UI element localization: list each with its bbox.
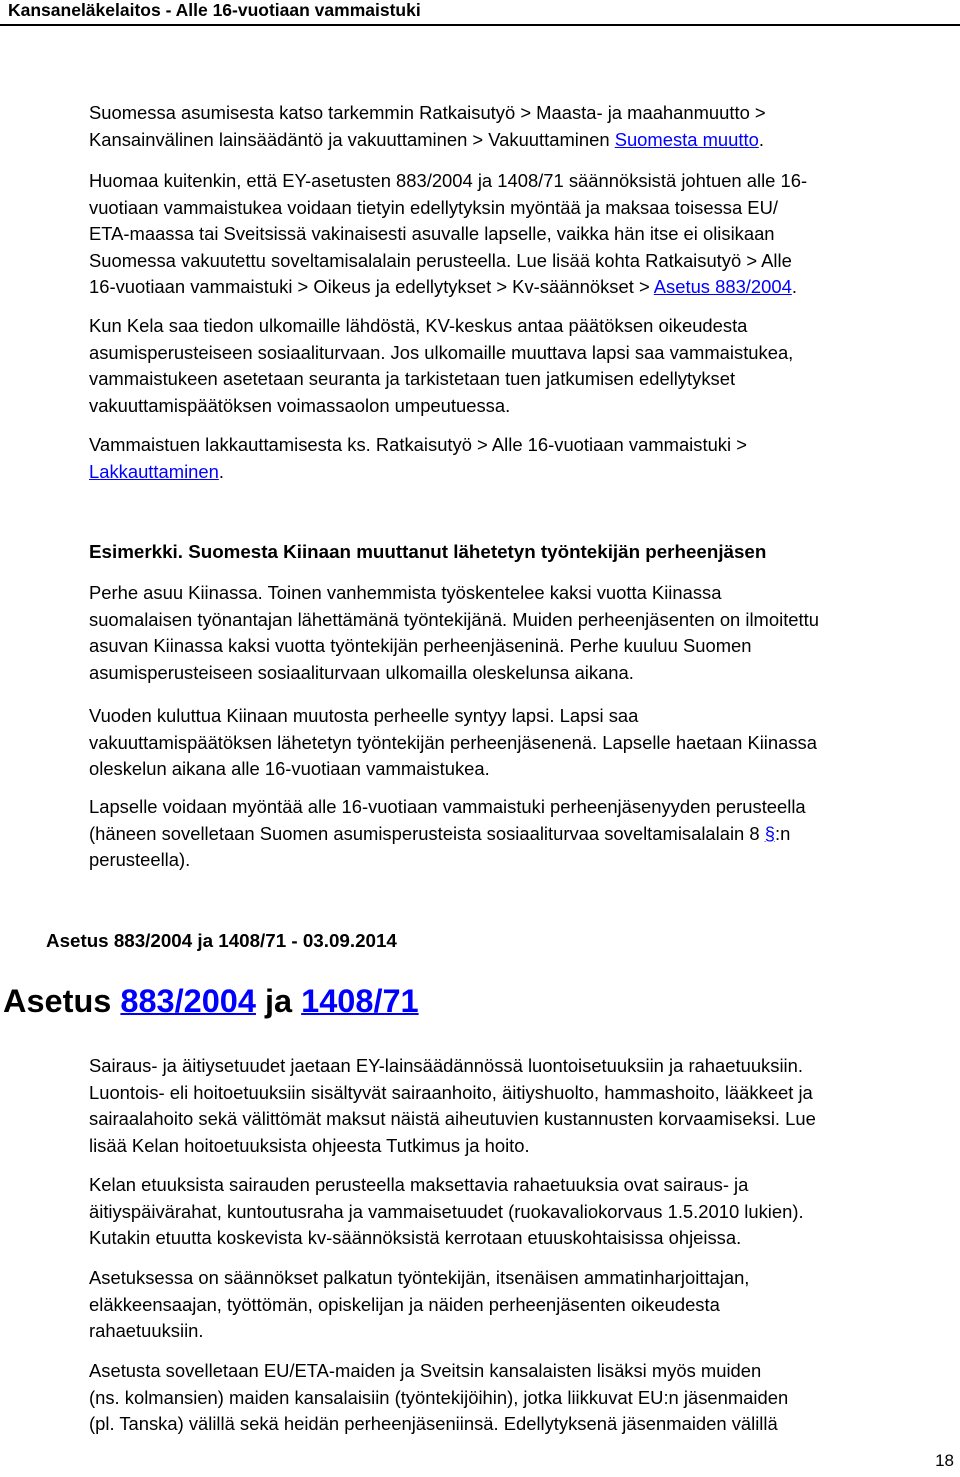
text-line: Perhe asuu Kiinassa. Toinen vanhemmista työskentelee kaksi vuotta Kiinassa xyxy=(89,582,722,603)
text-line: Sairaus- ja äitiysetuudet jaetaan EY-lainsäädännössä luontoisetuuksiin ja rahaetuuksiin. xyxy=(89,1055,803,1076)
text-line: Huomaa kuitenkin, että EY-asetusten 883/2004 ja 1408/71 säännöksistä johtuen alle 16- xyxy=(89,170,808,191)
link-asetus-883-2004[interactable]: Asetus 883/2004 xyxy=(653,276,792,297)
link-883-2004[interactable]: 883/2004 xyxy=(120,983,256,1019)
example-paragraph-2 xyxy=(89,703,957,783)
example-paragraph-1 xyxy=(89,580,957,686)
text-line: eläkkeensaajan, työttömän, opiskelijan ja näiden perheenjäsenten oikeudesta xyxy=(89,1293,720,1315)
text-line xyxy=(89,459,957,486)
paragraph-asuminen xyxy=(89,100,957,153)
paragraph-lakkauttaminen xyxy=(89,432,957,485)
text-line: (ns. kolmansien) maiden kansalaisiin (työntekijöihin), jotka liikkuvat EU:n jäsenmaiden xyxy=(89,1386,789,1408)
text-line: ETA-maassa tai Sveitsissä vakinaisesti asuvalle lapselle, vaikka hän itse ei olisikaan xyxy=(89,223,775,244)
example-title: Esimerkki. Suomesta Kiinaan muuttanut lähetetyn työntekijän perheenjäsen xyxy=(89,541,767,562)
section-paragraph-1 xyxy=(89,1053,957,1159)
page-number: 18 xyxy=(935,1451,954,1470)
section-title xyxy=(3,979,419,1023)
text-line: asuvan Kiinassa kaksi vuotta työntekijän perheenjäseninä. Perhe kuuluu Suomen xyxy=(89,635,752,656)
text-line: asumisperusteiseen sosiaaliturvaan ulkomailla oleskelunsa aikana. xyxy=(89,661,634,683)
section-paragraph-2 xyxy=(89,1172,957,1252)
section-paragraph-3 xyxy=(89,1265,957,1345)
paragraph-kela-tieto xyxy=(89,313,957,419)
text-line: Vuoden kuluttua Kiinaan muutosta perheelle syntyy lapsi. Lapsi saa xyxy=(89,705,639,726)
section-small-heading: Asetus 883/2004 ja 1408/71 - 03.09.2014 xyxy=(46,930,397,951)
link-suomesta-muutto[interactable]: Suomesta muutto xyxy=(614,128,759,150)
title-segment: ja xyxy=(255,983,302,1019)
text-line xyxy=(89,274,957,301)
text-line: perusteella). xyxy=(89,849,191,870)
text-line: (pl. Tanska) välillä sekä heidän perheenjäseniinsä. Edellytyksenä jäsenmaiden välillä xyxy=(89,1413,778,1434)
text-line: vammaistukeen asetetaan seuranta ja tarkistetaan tuen jatkumisen edellytykset xyxy=(89,368,736,389)
text-line: vakuuttamispäätöksen lähetetyn työntekijän perheenjäsenenä. Lapselle haetaan Kiinassa xyxy=(89,731,817,753)
text-segment: (häneen sovelletaan Suomen asumisperusteista sosiaaliturvaa soveltamisalalain 8 xyxy=(89,822,765,844)
text-line: Luontois- eli hoitoetuuksiin sisältyvät sairaanhoito, äitiyshuolto, hammashoito, lääkkeet ja xyxy=(89,1081,813,1103)
text-line xyxy=(89,821,957,848)
title-segment: Asetus xyxy=(3,983,121,1019)
text-line: Suomessa asumisesta katso tarkemmin Ratkaisutyö > Maasta- ja maahanmuutto > xyxy=(89,102,766,123)
link-lakkauttaminen[interactable]: Lakkauttaminen xyxy=(89,460,219,482)
text-line: oleskelun aikana alle 16-vuotiaan vammaistukea. xyxy=(89,758,490,779)
text-line xyxy=(89,127,957,154)
text-line: Kutakin etuutta koskevista kv-säännöksistä kerrotaan etuuskohtaisissa ohjeissa. xyxy=(89,1227,742,1248)
section-paragraph-4 xyxy=(89,1358,957,1438)
text-segment: . xyxy=(218,460,224,482)
header-divider xyxy=(0,24,960,26)
text-line: vakuuttamispäätöksen voimassaolon umpeutuessa. xyxy=(89,394,511,416)
text-line: lisää Kelan hoitoetuuksista ohjeesta Tutkimus ja hoito. xyxy=(89,1134,530,1156)
text-segment: . xyxy=(791,276,797,297)
text-line: Lapselle voidaan myöntää alle 16-vuotiaan vammaistuki perheenjäsenyyden perusteella xyxy=(89,796,806,817)
example-paragraph-3 xyxy=(89,794,957,874)
text-segment: :n xyxy=(774,822,791,844)
text-line: äitiyspäivärahat, kuntoutusraha ja vammaisetuudet (ruokavaliokorvaus 1.5.2010 lukien). xyxy=(89,1200,804,1222)
document-header: Kansaneläkelaitos - Alle 16-vuotiaan vammaistuki xyxy=(8,0,421,20)
text-line: Asetusta sovelletaan EU/ETA-maiden ja Sveitsin kansalaisten lisäksi myös muiden xyxy=(89,1360,762,1381)
text-line: Suomessa vakuutettu soveltamisalalain perusteella. Lue lisää kohta Ratkaisutyö > Alle xyxy=(89,249,792,271)
text-line: vuotiaan vammaistukea voidaan tietyin edellytyksin myöntää ja maksaa toisessa EU/ xyxy=(89,196,778,218)
text-line: asumisperusteiseen sosiaaliturvaan. Jos ulkomaille muuttava lapsi saa vammaistukea, xyxy=(89,341,794,363)
text-segment: 16-vuotiaan vammaistuki > Oikeus ja edellytykset > Kv-säännökset > xyxy=(89,276,654,297)
text-segment: . xyxy=(758,128,764,150)
text-line: suomalaisen työnantajan lähettämänä työntekijänä. Muiden perheenjäsenten on ilmoitettu xyxy=(89,608,819,630)
link-1408-71[interactable]: 1408/71 xyxy=(301,983,419,1019)
text-segment: Kansainvälinen lainsäädäntö ja vakuuttaminen > Vakuuttaminen xyxy=(89,128,615,150)
text-line: Vammaistuen lakkauttamisesta ks. Ratkaisutyö > Alle 16-vuotiaan vammaistuki > xyxy=(89,434,747,455)
text-line: rahaetuuksiin. xyxy=(89,1320,204,1341)
text-line: Asetuksessa on säännökset palkatun työntekijän, itsenäisen ammatinharjoittajan, xyxy=(89,1267,750,1288)
text-line: Kun Kela saa tiedon ulkomaille lähdöstä, KV-keskus antaa päätöksen oikeudesta xyxy=(89,315,748,336)
text-line: Kelan etuuksista sairauden perusteella maksettavia rahaetuuksia ovat sairaus- ja xyxy=(89,1174,749,1195)
paragraph-huomaa xyxy=(89,168,957,301)
link-pykala[interactable]: § xyxy=(764,822,775,844)
text-line: sairaalahoito sekä välittömät maksut näistä aiheutuvien kustannusten korvaamiseksi. Lue xyxy=(89,1108,816,1129)
